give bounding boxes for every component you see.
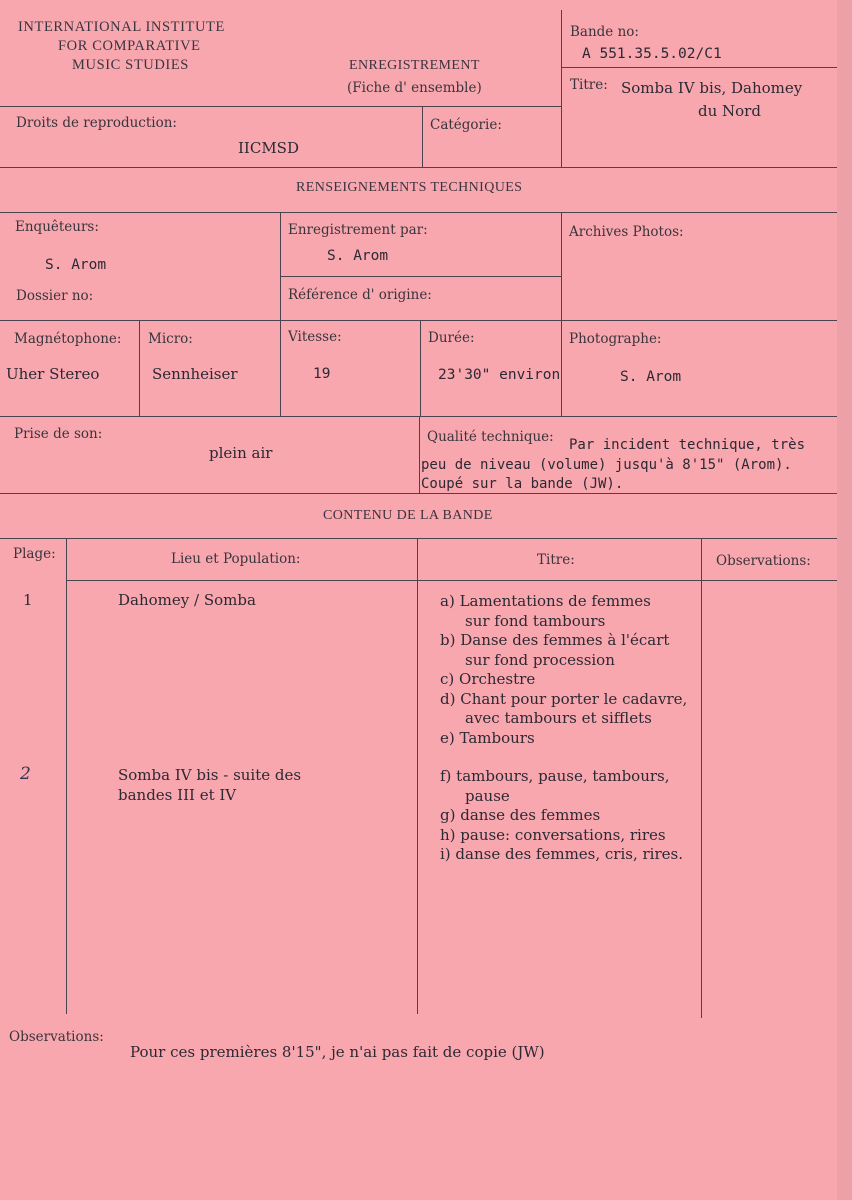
row-1-plage: 1 <box>23 591 33 609</box>
section-technique-title: RENSEIGNEMENTS TECHNIQUES <box>296 180 523 195</box>
rule-table-header <box>66 580 837 581</box>
rule-technique-top <box>0 167 837 168</box>
rule-contenu-top <box>0 493 837 494</box>
row-1-title-item: b) Danse des femmes à l'écart <box>440 631 670 649</box>
institute-name-line2: FOR COMPARATIVE <box>58 38 201 54</box>
rule-table-col-obs <box>701 538 702 1018</box>
dossier-no-label: Dossier no: <box>16 288 94 304</box>
rule-qualite-divider <box>419 416 420 493</box>
header-plage: Plage: <box>13 546 56 562</box>
photographe-label: Photographe: <box>569 331 662 347</box>
qualite-technique-label: Qualité technique: <box>427 429 554 445</box>
magnetophone-value: Uher Stereo <box>6 365 100 383</box>
row-2-title-item: pause <box>465 786 510 805</box>
observations-text: Pour ces premières 8'15", je n'ai pas fait de copie (JW) <box>130 1043 545 1061</box>
rule-table-col-lieu <box>66 538 67 1014</box>
row-2-plage: 2 <box>20 764 31 784</box>
rule-col-duree <box>420 320 421 416</box>
section-contenu-title: CONTENU DE LA BANDE <box>323 508 493 523</box>
row-2-title-item: i) danse des femmes, cris, rires. <box>440 845 683 863</box>
droits-label: Droits de reproduction: <box>16 115 177 131</box>
rule-technique-bottom <box>0 212 837 213</box>
row-2-lieu-line2: bandes III et IV <box>118 786 237 804</box>
micro-label: Micro: <box>148 331 193 347</box>
row-1-title-item: e) Tambours <box>440 728 535 747</box>
rule-col-b <box>561 212 562 416</box>
row-1-title-item: avec tambours et sifflets <box>465 709 652 727</box>
magnetophone-label: Magnétophone: <box>14 331 122 347</box>
row-1-title-item: sur fond procession <box>465 650 615 669</box>
rule-col-a <box>280 212 281 416</box>
bande-no-value: A 551.35.5.02/C1 <box>582 46 722 62</box>
row-2-lieu-line1: Somba IV bis - suite des <box>118 766 302 784</box>
micro-value: Sennheiser <box>152 365 238 383</box>
qualite-technique-line2: peu de niveau (volume) jusqu'à 8'15" (Arom). <box>421 457 792 473</box>
qualite-technique-line3: Coupé sur la bande (JW). <box>421 476 624 492</box>
header-titre: Titre: <box>537 552 575 568</box>
header-lieu: Lieu et Population: <box>171 551 301 567</box>
enregistrement-par-label: Enregistrement par: <box>288 222 428 238</box>
prise-de-son-label: Prise de son: <box>14 426 103 442</box>
enqueteurs-label: Enquêteurs: <box>15 219 99 235</box>
row-1-lieu: Dahomey / Somba <box>118 591 256 609</box>
rule-table-top <box>0 538 837 539</box>
row-1-title-item: sur fond tambours <box>465 611 606 630</box>
row-1-title-item: d) Chant pour porter le cadavre, <box>440 689 688 708</box>
droits-value: IICMSD <box>238 139 299 157</box>
rule-header-right <box>561 67 837 68</box>
photographe-value: S. Arom <box>620 369 682 385</box>
header-observations: Observations: <box>716 553 811 569</box>
rule-col-micro <box>139 320 140 416</box>
row-2-title-item: h) pause: conversations, rires <box>440 825 666 844</box>
row-2-titles <box>440 767 683 865</box>
duree-value: 23'30" environ <box>438 367 561 383</box>
archives-photos-label: Archives Photos: <box>569 224 684 240</box>
observations-label: Observations: <box>9 1029 104 1045</box>
row-1-title-item: a) Lamentations de femmes <box>440 592 651 610</box>
rule-header-divider <box>561 10 562 167</box>
prise-de-son-value: plein air <box>209 444 273 462</box>
row-2-title-item: g) danse des femmes <box>440 806 601 824</box>
titre-value-line2: du Nord <box>698 102 761 120</box>
titre-label: Titre: <box>570 77 608 93</box>
row-2-title-item: f) tambours, pause, tambours, <box>440 767 670 785</box>
rule-header-left <box>0 106 561 107</box>
card-edge <box>837 0 852 1200</box>
reference-origine-label: Référence d' origine: <box>288 287 432 303</box>
titre-value-line1: Somba IV bis, Dahomey <box>621 79 803 97</box>
rule-enreg-ref <box>280 276 561 277</box>
categorie-label: Catégorie: <box>430 117 502 133</box>
qualite-technique-line1: Par incident technique, très <box>569 437 806 453</box>
enregistrement-par-value: S. Arom <box>327 248 389 264</box>
row-1-title-item: c) Orchestre <box>440 670 536 688</box>
form-title: ENREGISTREMENT <box>349 58 480 73</box>
rule-droits-divider <box>422 106 423 167</box>
bande-no-label: Bande no: <box>570 24 639 40</box>
vitesse-label: Vitesse: <box>288 329 342 345</box>
institute-name-line3: MUSIC STUDIES <box>72 57 189 73</box>
rule-equipment-top <box>0 320 837 321</box>
rule-table-col-titre <box>417 538 418 1014</box>
duree-label: Durée: <box>428 330 475 346</box>
institute-name-line1: INTERNATIONAL INSTITUTE <box>18 19 225 35</box>
enqueteurs-value: S. Arom <box>45 257 107 273</box>
row-1-titles <box>440 592 687 748</box>
form-subtitle: (Fiche d' ensemble) <box>347 80 482 96</box>
vitesse-value: 19 <box>313 366 331 382</box>
